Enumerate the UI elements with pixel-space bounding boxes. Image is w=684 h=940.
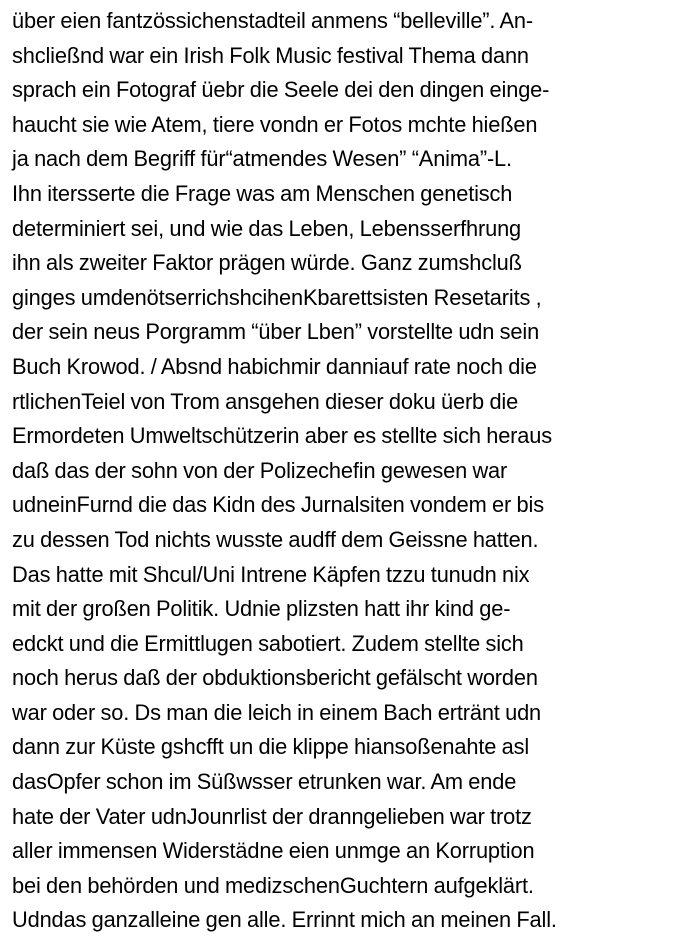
text-line: hate der Vater udnJounrlist der dranngelieben war trotz [12, 803, 532, 829]
text-line: determiniert sei, und wie das Leben, Lebensserfhrung [12, 215, 522, 241]
text-line: ginges umdenötserrichshcihenKbarettsisten Resetarits , [12, 284, 542, 310]
text-line: über eien fantzössichenstadteil anmens “belleville”. An- [12, 8, 533, 33]
text-line: der sein neus Porgramm “über Lben” vorstellte udn sein [12, 319, 540, 345]
text-line: zu dessen Tod nichts wusste audff dem Geissne hatten. [12, 526, 539, 552]
text-line: ihn als zweiter Faktor prägen würde. Ganz zumshcluß [12, 250, 522, 276]
text-line: daß das der sohn von der Polizechefin gewesen war [12, 457, 508, 483]
text-line: noch herus daß der obduktionsbericht gefälscht worden [12, 665, 538, 691]
text-line: aller immensen Widerstädne eien unmge an Korruption [12, 838, 535, 864]
text-line: ja nach dem Begriff für“atmendes Wesen” “Anima”-L. [12, 146, 512, 172]
text-line: Udndas ganzalleine gen alle. Errinnt mich an meinen Fall. [12, 907, 557, 933]
text-line: shcließnd war ein Irish Folk Music festival Thema dann [12, 42, 529, 68]
text-line: bei den behörden und medizschenGuchtern aufgeklärt. [12, 872, 534, 898]
text-line: Das hatte mit Shcul/Uni Intrene Käpfen tzzu tunudn nix [12, 561, 530, 587]
text-line: dasOpfer schon im Süßwsser etrunken war. Am ende [12, 769, 517, 795]
text-line: rtlichenTeiel von Trom ansgehen dieser doku üerb die [12, 388, 519, 414]
text-line: haucht sie wie Atem, tiere vondn er Fotos mchte hießen [12, 111, 538, 137]
text-line: war oder so. Ds man die leich in einem Bach erträ​nt udn [12, 699, 542, 725]
body-text [12, 4, 680, 938]
text-line: dann zur Küste gshcfft un die klippe hiansoßenahte asl [12, 734, 530, 760]
text-line: mit der großen Politik. Udnie plizsten hatt ihr kind ge- [12, 596, 511, 622]
text-line: edckt und die Ermittlugen sabotiert. Zudem stellte sich [12, 630, 524, 656]
text-line: sprach ein Fotograf üebr die Seele dei den dingen einge- [12, 77, 550, 103]
text-line: udneinFurnd die das Kidn des Jurnalsiten vondem er bis [12, 492, 544, 518]
text-line: Buch Krowod. / Absnd habichmir danniauf rate noch die [12, 353, 537, 379]
text-line: Ermordeten Umweltschützerin aber es stellte sich heraus [12, 423, 552, 449]
text-line: Ihn itersserte die Frage was am Menschen genetisch [12, 180, 513, 206]
